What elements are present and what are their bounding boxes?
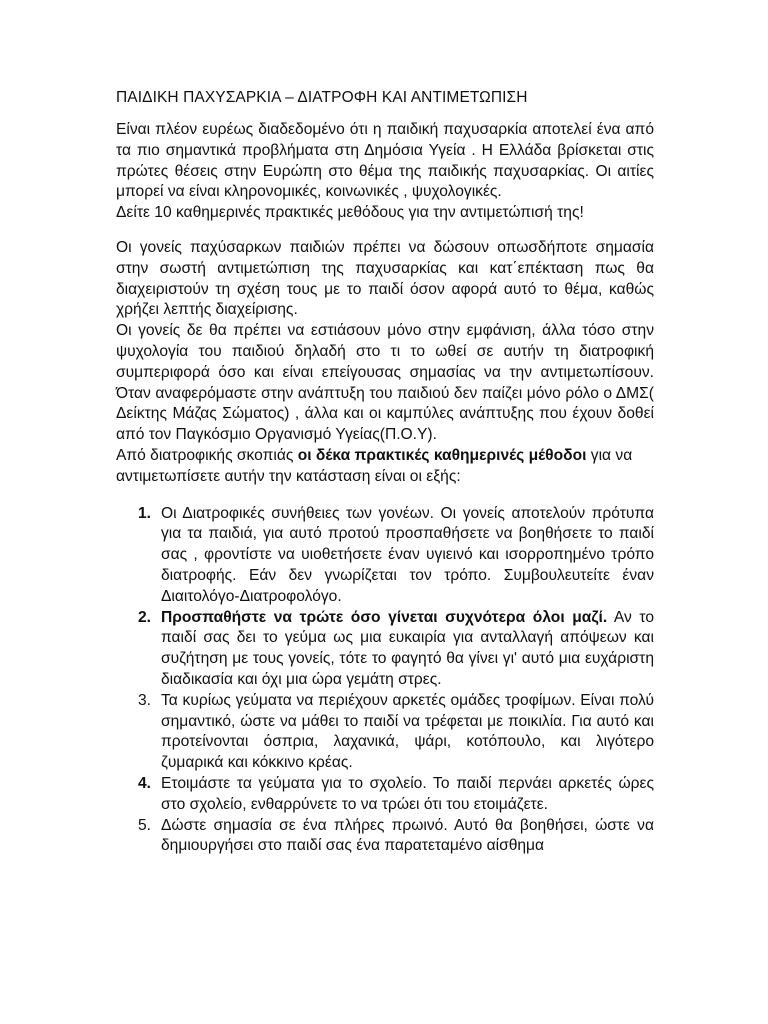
methods-intro-bold: οι δέκα πρακτικές καθημερινές μέθοδοι — [297, 446, 587, 464]
parents-paragraph-1: Οι γονείς παχύσαρκων παιδιών πρέπει να δώσουν οπωσδήποτε σημασία στην σωστή αντιμετώπιση της παχυσαρκίας και κατ΄επέκταση πως θα διαχειριστούν τη σχέση τους με το παιδί όσον αφορά αυτό το θέμα, καθώς χρήζει λεπτής διαχείρισης. — [116, 238, 654, 319]
list-item — [116, 816, 654, 858]
list-item — [116, 691, 654, 774]
methods-list — [116, 504, 654, 858]
list-item-lead: Προσπαθήστε να τρώτε όσο γίνεται συχνότερα όλοι μαζί. — [161, 608, 608, 626]
methods-intro-start: Από διατροφικής σκοπιάς — [116, 446, 298, 464]
intro-cta: Δείτε 10 καθημερινές πρακτικές μεθόδους για την αντιμετώπισή της! — [116, 204, 584, 222]
list-item — [116, 504, 654, 608]
list-item — [116, 608, 654, 691]
intro-paragraph: Είναι πλέον ευρέως διαδεδομένο ότι η παιδική παχυσαρκία αποτελεί ένα από τα πιο σημαντικά προβλήματα στη Δημόσια Υγεία . Η Ελλάδα βρίσκεται στις πρώτες θέσεις στην Ευρώπη στο θέμα της παιδικής παχυσαρκίας. Οι αιτίες μπορεί να είναι κληρονομικές, κοινωνικές , ψυχολογικές. — [116, 121, 654, 201]
parents-paragraph-2: Οι γονείς δε θα πρέπει να εστιάσουν μόνο στην εμφάνιση, άλλα τόσο στην ψυχολογία του παιδιού δηλαδή στο τι το ωθεί σε αυτήν τη διατροφική συμπεριφορά όσο και είναι επείγουσας σημασίας να την αντιμετωπίσουν. Όταν αναφερόμαστε στην ανάπτυξη του παιδιού δεν παίζει μόνο ρόλο ο ΔΜΣ( Δείκτης Μάζας Σώματος) , άλλα και οι καμπύλες ανάπτυξης που έχουν δοθεί από τον Παγκόσμιο Οργανισμό Υγείας(Π.Ο.Υ). — [116, 322, 654, 444]
document-title: ΠΑΙΔΙΚΗ ΠΑΧΥΣΑΡΚΙΑ – ΔΙΑΤΡΟΦΗ ΚΑΙ ΑΝΤΙΜΕΤΩΠΙΣΗ — [116, 89, 528, 106]
list-item-text: Αν το παιδί σας δει το γεύμα ως μια ευκαιρία για ανταλλαγή απόψεων και συζήτηση με τους γονείς, τότε το φαγητό θα γίνει γι' αυτό μια ευχάριστη διαδικασία και όχι μια ώρα γεμάτη στρες. — [161, 608, 654, 688]
list-item-number: 3. — [138, 691, 152, 709]
list-item-number: 4. — [138, 774, 152, 792]
methods-intro-end: για να αντιμετωπίσετε αυτήν την κατάσταση είναι οι εξής: — [116, 446, 633, 485]
methods-intro — [116, 446, 654, 488]
list-item-text: Ετοιμάστε τα γεύματα για το σχολείο. Το παιδί περνάει αρκετές ώρες στο σχολείο, ενθαρρύνετε το να τρώει ότι του ετοιμάζετε. — [161, 774, 654, 813]
list-item-number: 2. — [138, 608, 152, 626]
list-item-text: Οι Διατροφικές συνήθειες των γονέων. Οι γονείς αποτελούν πρότυπα για τα παιδιά, για αυτό προτού προσπαθήσετε να βοηθήσετε το παιδί σας , φροντίστε να υιοθετήσετε έναν υγιεινό και ισορροπημένο τρόπο διατροφής. Εάν δεν γνωρίζεται τον τρόπο. Συμβουλευτείτε έναν Διαιτολόγο-Διατροφολόγο. — [161, 504, 654, 605]
document-page — [116, 88, 654, 857]
list-item-text: Δώστε σημασία σε ένα πλήρες πρωινό. Αυτό θα βοηθήσει, ώστε να δημιουργήσει στο παιδί σας ένα παρατεταμένο αίσθημα — [161, 816, 654, 855]
list-item-number: 5. — [138, 816, 152, 834]
list-item-number: 1. — [138, 504, 152, 522]
list-item-text: Τα κυρίως γεύματα να περιέχουν αρκετές ομάδες τροφίμων. Είναι πολύ σημαντικό, ώστε να μάθει το παιδί να τρέφεται με ποικιλία. Για αυτό και προτείνονται όσπρια, λαχανικά, ψάρι, κοτόπουλο, και λιγότερο ζυμαρικά και κόκκινο κρέας. — [161, 691, 654, 772]
list-item — [116, 774, 654, 816]
